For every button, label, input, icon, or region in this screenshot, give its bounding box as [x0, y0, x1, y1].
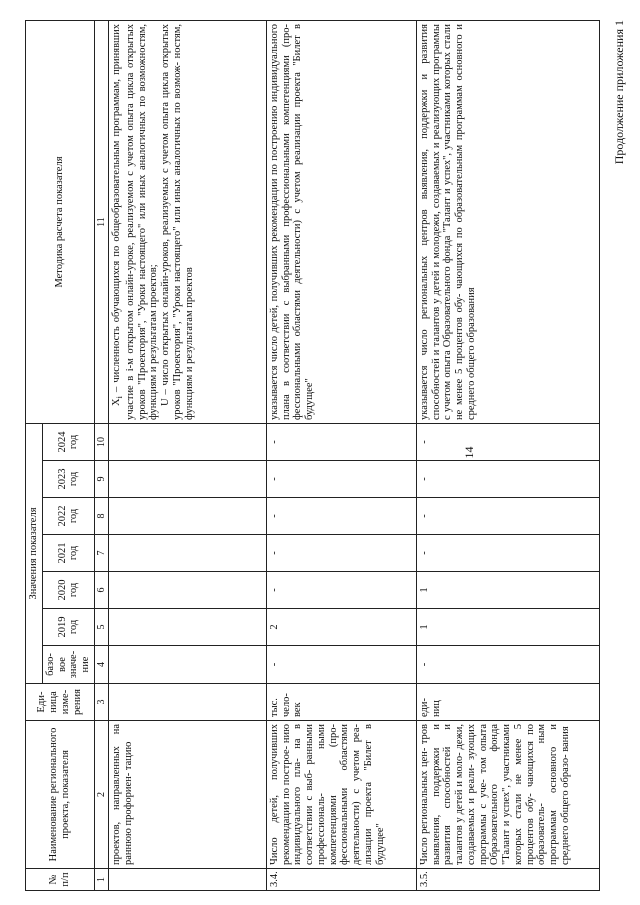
row-unit: еди- ниц: [416, 684, 599, 721]
method-paragraph-2: U – число открытых онлайн-уроков, реализуемых с учетом опыта цикла открытых уроков "Проектория", "Уроки настоящего" или иных аналогичных по возмож- ностям, функциям и результатам проектов: [160, 24, 195, 420]
colnum: 2: [94, 721, 108, 869]
header-2019: 2019 год: [42, 609, 94, 646]
row-2020: -: [266, 572, 416, 609]
row-2023: -: [266, 461, 416, 498]
page-number: 14: [462, 446, 476, 459]
method-paragraph-1: $X_i$ – численность обучающихся по общеобразовательным программам, принявших участие в i-м открытом онлайн-уроке, реализуемом с учетом опыта цикла открытых уроков "Проектория", "Уроки настоящего" или иных аналогичных по возможностям, функциям и результатам проектов;: [110, 24, 160, 420]
column-number-row: [94, 21, 108, 891]
header-unit: Еди- ница изме- рения: [26, 684, 95, 721]
colnum: 3: [94, 684, 108, 721]
header-values: Значения показателя: [26, 424, 43, 684]
indicator-table: [25, 20, 600, 891]
row-2019: 2: [266, 609, 416, 646]
header-method: Методика расчета показателя: [26, 21, 95, 424]
row-unit: [108, 684, 266, 721]
row-2020: [108, 572, 266, 609]
row-2022: [108, 498, 266, 535]
header-num: № п/п: [26, 869, 95, 891]
colnum: 10: [94, 424, 108, 461]
table-row: [416, 21, 599, 891]
colnum: 8: [94, 498, 108, 535]
row-num: [108, 869, 266, 891]
colnum: 9: [94, 461, 108, 498]
row-method: [108, 21, 266, 424]
colnum: 1: [94, 869, 108, 891]
row-2024: -: [266, 424, 416, 461]
header-2024: 2024 год: [42, 424, 94, 461]
row-num: 3.4.: [266, 869, 416, 891]
row-2024: [108, 424, 266, 461]
row-name: Число детей, получивших рекомендации по построе- нию индивидуального пла- на в соответствии с выб- ранными профессиональ- ными компетенциями (про- фессиональными областями деятельности) с учетом реа- лизации проекта "Билет в будущее": [266, 721, 416, 869]
row-2023: [108, 461, 266, 498]
row-2020: 1: [416, 572, 599, 609]
table-row: [108, 21, 266, 891]
row-base: -: [416, 646, 599, 684]
row-2019: 1: [416, 609, 599, 646]
row-base: -: [266, 646, 416, 684]
row-2023: -: [416, 461, 599, 498]
row-base: [108, 646, 266, 684]
colnum: 6: [94, 572, 108, 609]
row-method: указывается число детей, получивших рекомендации по построению индивидуального плана в соответствии с выбранными профессиональными компетенциями (про- фессиональными областями деятельности) с учетом реализации проекта "Билет в будущее": [266, 21, 416, 424]
header-row-1: [26, 21, 43, 891]
row-num: 3.5.: [416, 869, 599, 891]
row-2022: -: [266, 498, 416, 535]
row-2019: [108, 609, 266, 646]
row-2024: -: [416, 424, 599, 461]
colnum: 7: [94, 535, 108, 572]
continuation-label: Продолжение приложения 1: [612, 20, 626, 165]
row-2021: -: [266, 535, 416, 572]
row-2021: [108, 535, 266, 572]
table-row: [266, 21, 416, 891]
row-name: проектов, направленных на раннюю профориен- тацию: [108, 721, 266, 869]
row-unit: тыс. чело- век: [266, 684, 416, 721]
header-2021: 2021 год: [42, 535, 94, 572]
header-2020: 2020 год: [42, 572, 94, 609]
row-2022: -: [416, 498, 599, 535]
header-base: базо- вое значе- ние: [42, 646, 94, 684]
header-name: Наименование регионального проекта, показателя: [26, 721, 95, 869]
colnum: 11: [94, 21, 108, 424]
header-2022: 2022 год: [42, 498, 94, 535]
colnum: 4: [94, 646, 108, 684]
row-name: Число региональных цен- тров выявления, поддержки и развития способностей и талантов у детей и моло- дежи, создаваемых и реали- зующих программы с уче- том опыта Образовательного фонда "Талант и успех", участниками которых стали не менее 5 процентов обу- чающихся по образователь- ным программам основного и среднего общего образо- вания: [416, 721, 599, 869]
colnum: 5: [94, 609, 108, 646]
header-2023: 2023 год: [42, 461, 94, 498]
row-method: указывается число региональных центров выявления, поддержки и развития способностей и талантов у детей и молодежи, создаваемых и реализующих программы с учетом опыта Образовательного фонда "Талант и успех", участниками которых стали не менее 5 процентов обу- чающихся по образовательным программам основного и среднего общего образования: [416, 21, 599, 424]
row-2021: -: [416, 535, 599, 572]
